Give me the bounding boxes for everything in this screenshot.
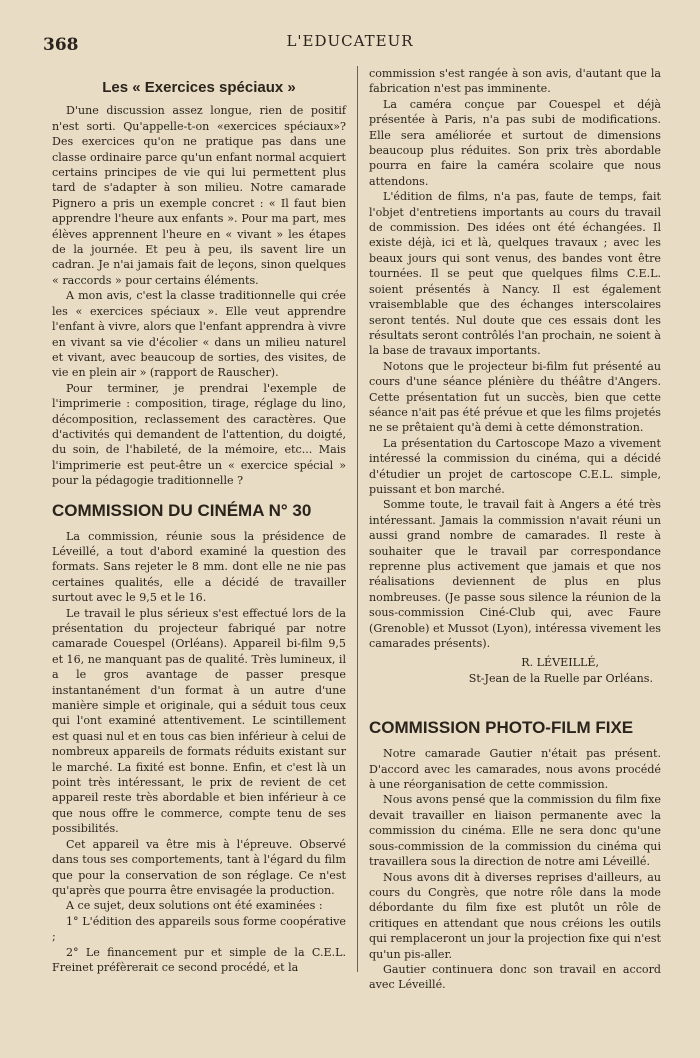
paragraph: Nous avons pensé que la commission du film fixe devait travailler en liaison permanente avec la commission du cinéma. Elle ne sera donc qu'une sous-commission de la commission du cinéma qui travaillera sous la direction de notre ami Léveillé. — [369, 793, 661, 869]
paragraph: Notre camarade Gautier n'était pas présent. D'accord avec les camarades, nous avons procédé à une réorganisation de cette commission. — [369, 747, 661, 792]
paragraph: Notons que le projecteur bi-film fut présenté au cours d'une séance plénière du théâtre d'Angers. Cette présentation fut un succès, bien que cette séance n'ait pas été prévue et que les films projetés ne se prêtaient qu'à demi à cette démonstration. — [369, 359, 661, 435]
running-title: L'EDUCATEUR — [286, 32, 414, 50]
signature-place: St-Jean de la Ruelle par Orléans. — [468, 671, 653, 685]
paragraph: D'une discussion assez longue, rien de positif n'est sorti. Qu'appelle-t-on «exercices spéciaux»? Des exercices qu'on ne pratique pas dans une classe ordinaire parce qu'un enfant normal acquiert certains principes de vie qui lui permettent plus tard de s'adapter à son milieu. Notre camarade Pignero a pris un exemple concret : « Il faut bien apprendre l'heure aux enfants ». Pour ma part, mes élèves apprennent l'heure en « vivant » les étapes de la journée. Et peu à peu, ils savent lire un cadran. Je n'ai jamais fait de leçons, sinon quelques « raccords » pour certains éléments. — [52, 104, 346, 287]
column-divider — [357, 66, 358, 972]
paragraph: La caméra conçue par Couespel et déjà présentée à Paris, n'a pas subi de modifications. Elle sera améliorée et surtout de dimensions beaucoup plus réduites. Son prix très abordable pourra en faire la caméra scolaire que nous attendons. — [369, 97, 661, 188]
right-column — [369, 66, 661, 993]
spacer — [369, 686, 661, 706]
exercices-title: Les « Exercices spéciaux » — [102, 79, 296, 96]
paragraph: La présentation du Cartoscope Mazo a vivement intéressé la commission du cinéma, qui a décidé d'étudier un projet de cartoscope C.E.L. simple, puissant et bon marché. — [369, 436, 661, 496]
paragraph: Somme toute, le travail fait à Angers a été très intéressant. Jamais la commission n'avait réuni un aussi grand nombre de camarades. Il reste à souhaiter que le travail par correspondance reprenne plus activement que jamais et que nos réalisations deviennent de plus en plus nombreuses. (Je passe sous silence la réunion de la sous-commission Ciné-Club qui, avec Faure (Grenoble) et Mussot (Lyon), intéressa vivement les camarades présents). — [369, 498, 661, 651]
paragraph: A mon avis, c'est la classe traditionnelle qui crée les « exercices spéciaux ». Elle veut apprendre l'enfant à vivre, alors que l'enfant apprendra à vivre en vivant sa vie d'écolier « dans un milieu naturel et vivant, avec beaucoup de sorties, des visites, de vie en plein air » (rapport de Rauscher). — [52, 289, 346, 380]
paragraph: commission s'est rangée à son avis, d'autant que la fabrication n'est pas imminente. — [369, 67, 661, 96]
paragraph: L'édition de films, n'a pas, faute de temps, fait l'objet d'entretiens importants au cours du travail de commission. Des idées ont été échangées. Il existe déjà, ici et là, quelques travaux ; avec les beaux jours qui sont venus, des bandes vont être tournées. Il se peut que quelques films C.E.L. soient présentés à Nancy. Il est également vraisemblable que des échanges interscolaires seront tentés. Nul doute que ces essais dont les résultats seront contrôlés l'an prochain, ne soient à la base de travaux importants. — [369, 190, 661, 358]
paragraph: 2° Le financement pur et simple de la C.E.L. Freinet préfèrerait ce second procédé, et la — [52, 945, 346, 974]
paragraph: A ce sujet, deux solutions ont été examinées : — [66, 899, 323, 913]
left-column — [52, 66, 346, 975]
paragraph: Le travail le plus sérieux s'est effectué lors de la présentation du projecteur fabriqué par notre camarade Couespel (Orléans). Appareil bi-film 9,5 et 16, ne manquant pas de qualité. Très lumineux, il a le gros avantage de passer presque instantanément d'un format à un autre d'une manière simple et originale, qui a séduit tous ceux qui l'ont examiné attentivement. Le scintillement est quasi nul et en tous cas bien inférieur à celui de nombreux appareils de formats réduits existant sur le marché. La fixité est bonne. Enfin, et c'est là un point très intéressant, le prix de revient de cet appareil reste très abordable et bien inférieur à ce que nous offre le commerce, compte tenu de ses possibilités. — [52, 606, 346, 836]
paragraph: Gautier continuera donc son travail en accord avec Léveillé. — [369, 962, 661, 992]
photo-title: COMMISSION PHOTO-FILM FIXE — [369, 718, 634, 738]
paragraph: Pour terminer, je prendrai l'exemple de l'imprimerie : composition, tirage, réglage du lino, décomposition, reclassement des caractères. Que d'activités qui demandent de l'attention, du doigté, du soin, de l'habileté, de la mémoire, etc... Mais l'imprimerie est peut-être un « exercice spécial » pour la pédagogie traditionnelle ? — [52, 381, 346, 488]
paragraph: Cet appareil va être mis à l'épreuve. Observé dans tous ses comportements, tant à l'égard du film que pour la conservation de son réglage. Ce n'est qu'après que pourra être envisagée la production. — [52, 837, 346, 897]
paragraph: La commission, réunie sous la présidence de Léveillé, a tout d'abord examiné la question des formats. Sans rejeter le 8 mm. dont elle ne nie pas certaines qualités, elle a décidé de travailler surtout avec le 9,5 et le 16. — [52, 529, 346, 605]
paragraph: Nous avons dit à diverses reprises d'ailleurs, au cours du Congrès, que notre rôle dans la mode débordante du film fixe est plutôt un rôle de critiques en attendant que nous créions les outils qui remplaceront un jour la projection fixe qui n'est qu'un pis-aller. — [369, 870, 661, 961]
cinema-title: COMMISSION DU CINÉMA N° 30 — [52, 500, 312, 520]
page-number: 368 — [43, 35, 79, 55]
paragraph: 1° L'édition des appareils sous forme coopérative ; — [52, 914, 346, 944]
signature-name: R. LÉVEILLÉ, — [521, 656, 599, 670]
